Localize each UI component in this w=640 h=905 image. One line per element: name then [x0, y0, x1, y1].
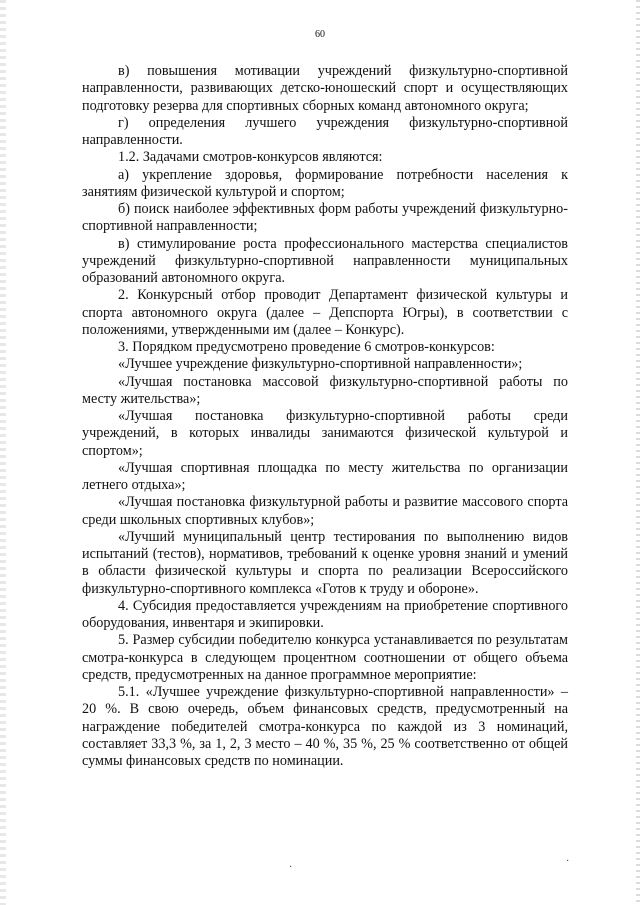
document-body	[82, 63, 568, 770]
paragraph: г) определения лучшего учреждения физкультурно-спортивной направленности.	[82, 114, 568, 148]
paragraph: 5.1. «Лучшее учреждение физкультурно-спортивной направленности» – 20 %. В свою очередь, объем финансовых средств, предусмотренный на награждение победителей смотра-конкурса по каждой из 3 номинаций, составляет 33,3 %, за 1, 2, 3 место – 40 %, 35 %, 25 % соответственно от общей суммы финансовых средств по номинации.	[82, 684, 568, 769]
paragraph: «Лучшее учреждение физкультурно-спортивной направленности»;	[118, 356, 523, 373]
page-number: 60	[315, 29, 325, 40]
paragraph: а) укрепление здоровья, формирование потребности населения к занятиям физической культурой и спортом;	[82, 166, 568, 200]
paragraph: в) стимулирование роста профессионального мастерства специалистов учреждений физкультурно-спортивной направленности муниципальных образований автономного округа.	[82, 235, 568, 286]
paragraph: 2. Конкурсный отбор проводит Департамент физической культуры и спорта автономного округа (далее – Депспорта Югры), в соответствии с положениями, утвержденными им (далее – Конкурс).	[82, 287, 568, 338]
scan-edge-right	[636, 0, 640, 905]
paragraph: 5. Размер субсидии победителю конкурса устанавливается по результатам смотра-конкурса в следующем процентном соотношении от общего объема средств, предусмотренных на данное программное мероприятие:	[82, 632, 568, 683]
scan-edge-left	[0, 0, 6, 905]
paragraph: 1.2. Задачами смотров-конкурсов являются:	[118, 149, 383, 166]
paragraph: 3. Порядком предусмотрено проведение 6 смотров-конкурсов:	[118, 339, 495, 355]
paragraph: в) повышения мотивации учреждений физкультурно-спортивной направленности, развивающих детско-юношеский спорт и осуществляющих подготовку резерва для спортивных сборных команд автономного округа;	[82, 63, 568, 114]
paragraph: б) поиск наиболее эффективных форм работы учреждений физкультурно-спортивной направленности;	[82, 201, 568, 235]
scan-speck: ·	[566, 856, 570, 867]
paragraph: 4. Субсидия предоставляется учреждениям на приобретение спортивного оборудования, инвентаря и экипировки.	[82, 597, 568, 631]
paragraph: «Лучшая спортивная площадка по месту жительства по организации летнего отдыха»;	[82, 459, 568, 493]
paragraph: «Лучший муниципальный центр тестирования по выполнению видов испытаний (тестов), нормативов, требований к оценке уровня знаний и умений в области физической культуры и спорта по реализации Всероссийского физкультурно-спортивного комплекса «Готов к труду и обороне».	[82, 528, 568, 597]
paragraph: «Лучшая постановка массовой физкультурно-спортивной работы по месту жительства»;	[82, 373, 568, 407]
paragraph: «Лучшая постановка физкультурной работы и развитие массового спорта среди школьных спортивных клубов»;	[82, 494, 568, 528]
scan-speck: ·	[289, 862, 293, 873]
paragraph: «Лучшая постановка физкультурно-спортивной работы среди учреждений, в которых инвалиды занимаются физической культурой и спортом»;	[82, 408, 568, 459]
